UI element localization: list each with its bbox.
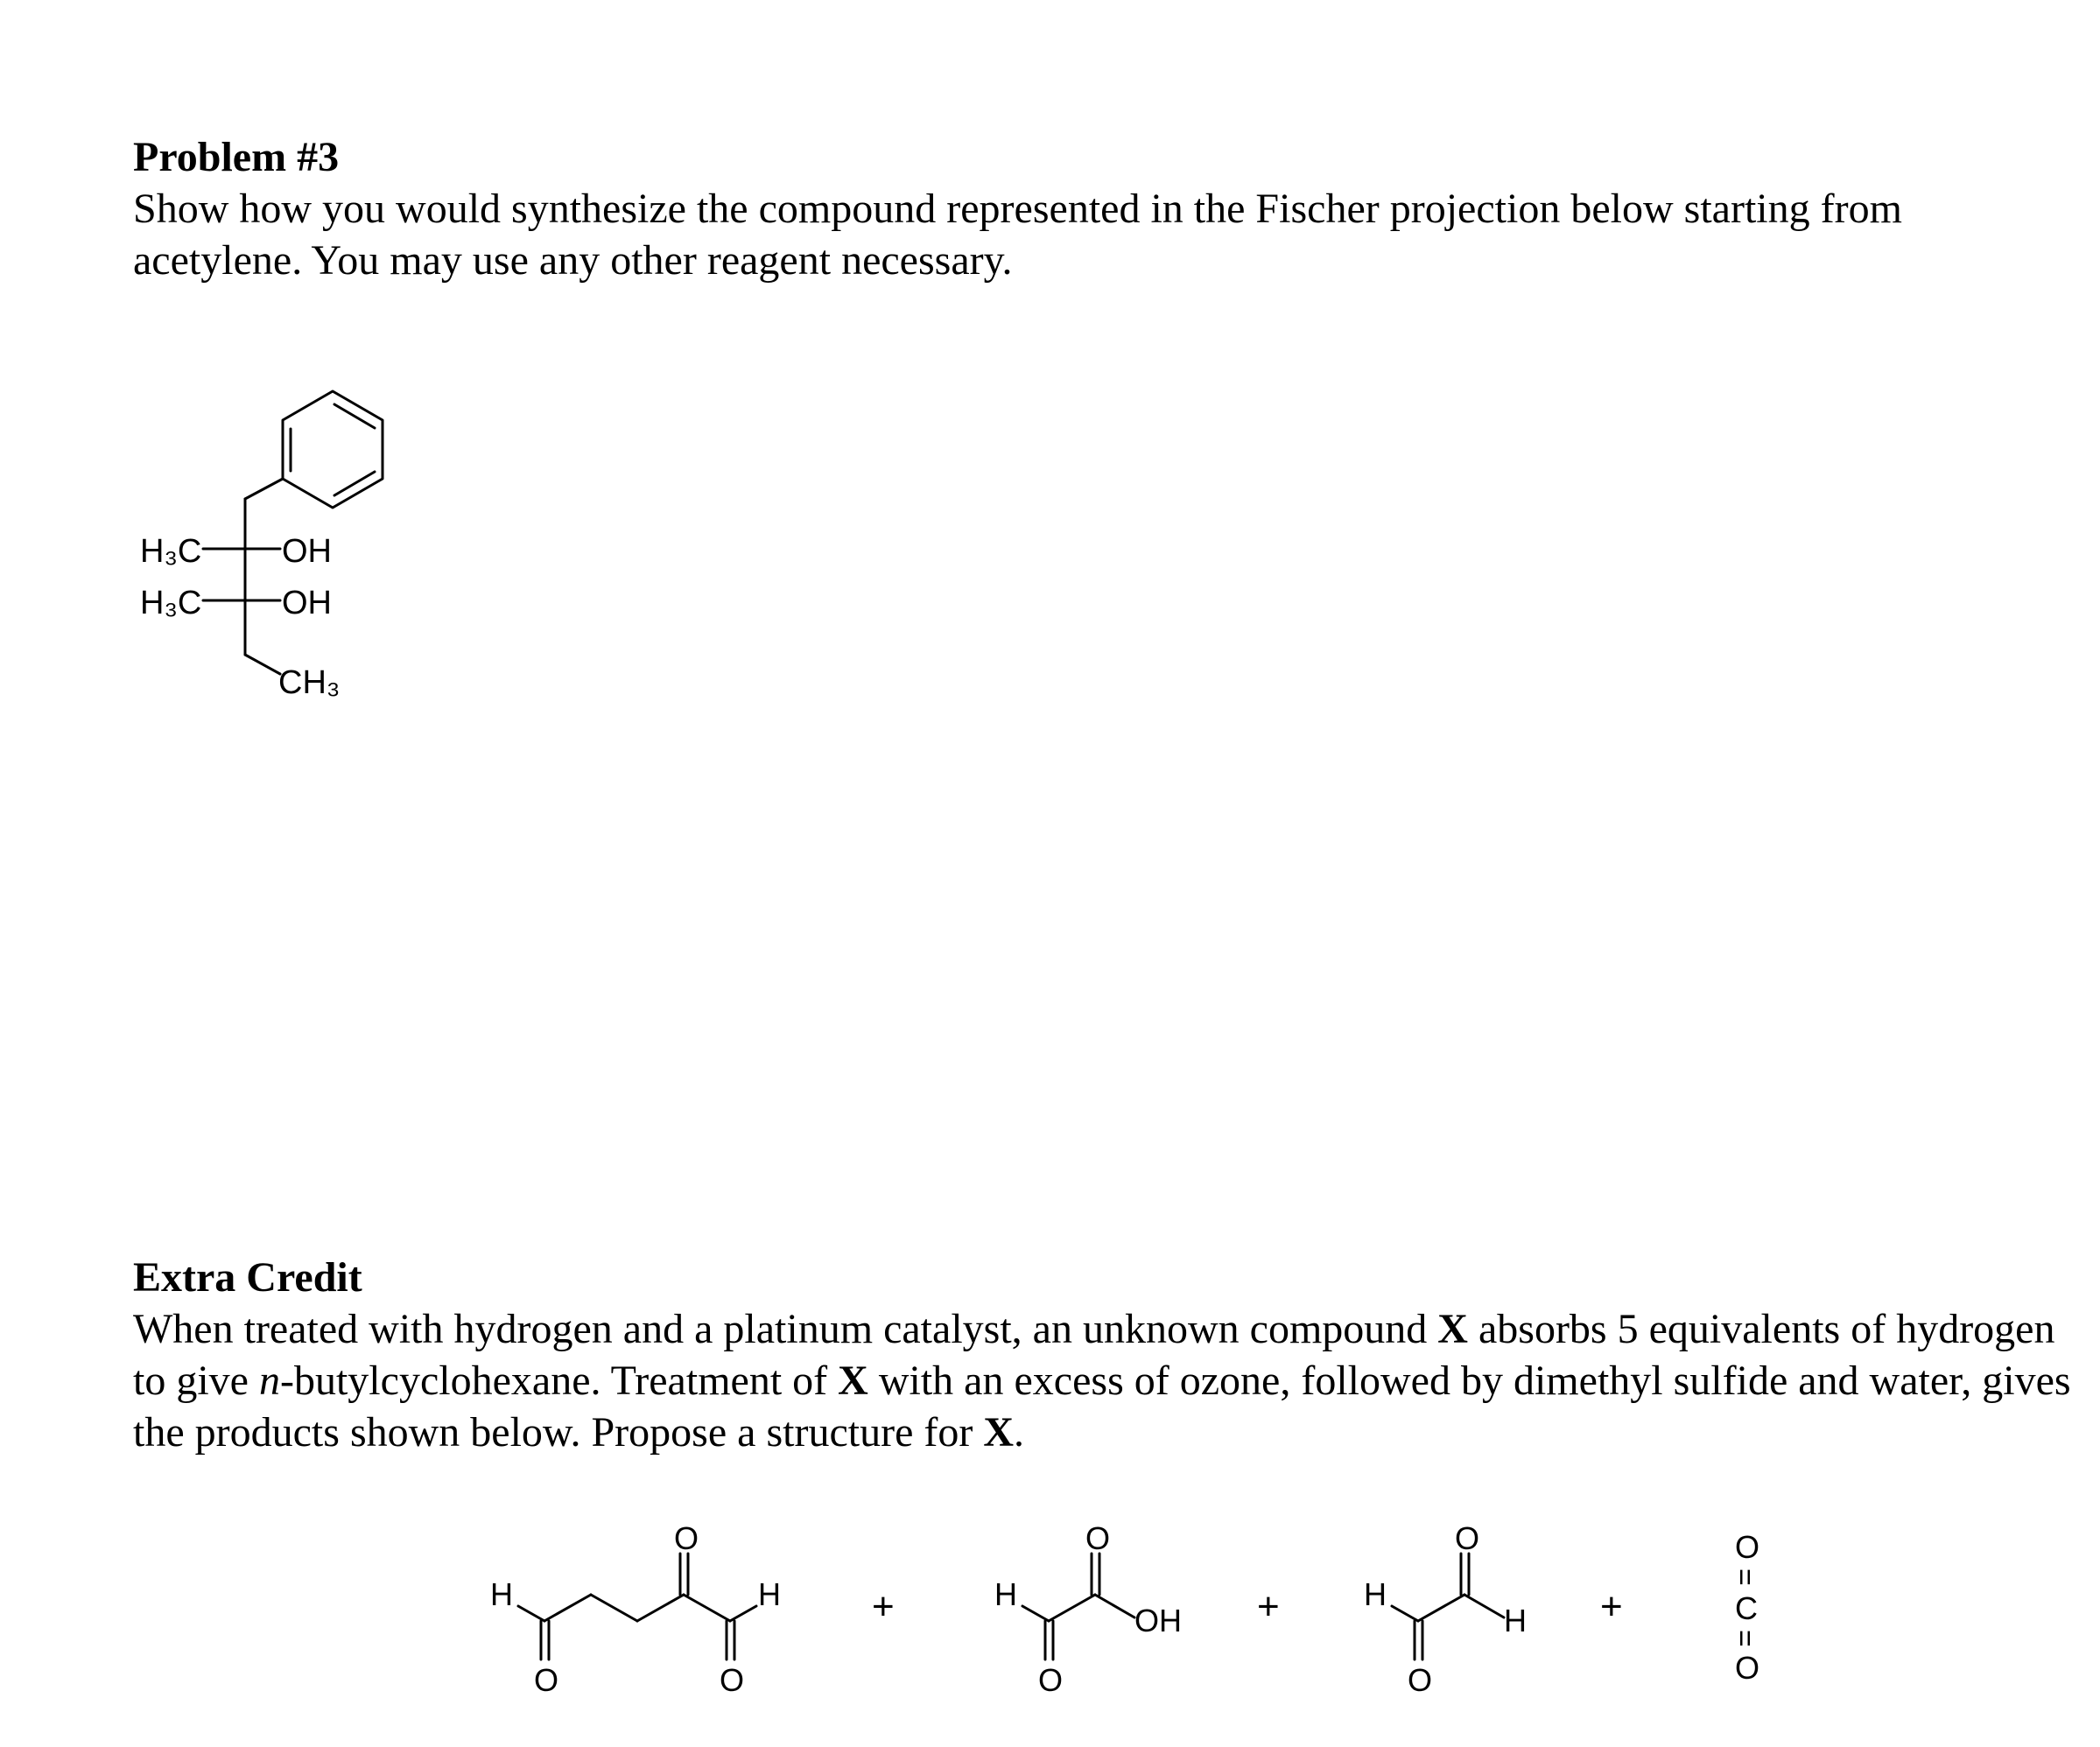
p3-o-bottom: O — [1408, 1662, 1433, 1698]
co2-c: C — [1735, 1590, 1758, 1626]
p2-o-top: O — [1085, 1520, 1111, 1556]
problem-3-text: Show how you would synthesize the compound represented in the Fischer projection below starting from acetylene. You may use any other reagent necessary. — [133, 186, 1902, 284]
fischer-h3c-top: H₃C — [140, 533, 202, 570]
problem-3-title: Problem #3 — [133, 134, 340, 180]
p2-h: H — [994, 1576, 1017, 1612]
fischer-ch3: CH₃ — [278, 664, 341, 701]
product-2-structure — [994, 1520, 1182, 1698]
fischer-oh-bottom: OH — [282, 585, 332, 621]
co2-o-bottom: O — [1735, 1650, 1760, 1686]
co2-double-bond-2: = — [1728, 1630, 1761, 1647]
product-3-structure — [1364, 1520, 1527, 1698]
plus-sign-2: + — [1257, 1585, 1280, 1628]
plus-sign-3: + — [1600, 1585, 1623, 1628]
compound-x-label: X — [1437, 1306, 1468, 1352]
p3-h-right: H — [1504, 1603, 1527, 1638]
p1-h-right: H — [758, 1576, 781, 1612]
compound-x-label: X — [838, 1358, 868, 1404]
co2-double-bond-1: = — [1728, 1568, 1761, 1586]
compound-x-label: X — [983, 1409, 1015, 1456]
fischer-projection — [140, 391, 383, 701]
co2-o-top: O — [1735, 1529, 1760, 1565]
p2-o-bottom: O — [1038, 1662, 1064, 1698]
extra-credit-text: When treated with hydrogen and a platinum catalyst, an unknown compound X absorbs 5 equivalents of hydrogen to give n-butylcyclohexane. Treatment of X with an excess of ozone, followed by dimethyl sulfide and water, gives the products shown below. Propose a structure for X. — [133, 1306, 2071, 1456]
p1-o-bottom-1: O — [534, 1662, 559, 1698]
benzene-ring — [283, 391, 383, 508]
p1-o-bottom-2: O — [720, 1662, 745, 1698]
carbon-dioxide-structure — [1728, 1529, 1761, 1686]
benzyl-bond — [245, 479, 283, 499]
fischer-oh-top: OH — [282, 533, 332, 570]
p3-h-left: H — [1364, 1576, 1387, 1612]
p1-h-left: H — [490, 1576, 513, 1612]
p3-o-top: O — [1455, 1520, 1480, 1556]
p1-o-top: O — [674, 1520, 699, 1556]
fischer-h3c-bottom: H₃C — [140, 585, 202, 621]
p2-oh: OH — [1134, 1603, 1182, 1638]
extra-credit-title: Extra Credit — [133, 1254, 362, 1301]
product-1-structure — [490, 1520, 781, 1698]
plus-sign-1: + — [872, 1585, 895, 1628]
